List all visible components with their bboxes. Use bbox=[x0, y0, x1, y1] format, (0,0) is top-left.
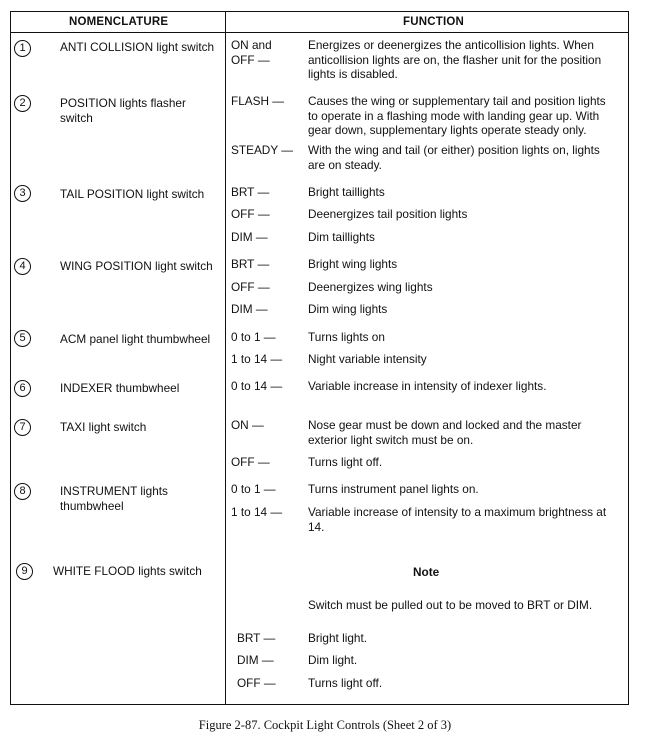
header-divider bbox=[11, 32, 628, 33]
function-value: OFF — bbox=[237, 676, 276, 690]
function-description: Energizes or deenergizes the anticollision lights. When anticollision lights are on, the flasher unit for the position lights is disabled. bbox=[308, 38, 602, 81]
function-description: Nose gear must be down and locked and the master exterior light switch must be on. bbox=[308, 418, 582, 447]
function-description: With the wing and tail (or either) position lights on, lights are on steady. bbox=[308, 143, 600, 172]
function-value: OFF — bbox=[231, 280, 270, 294]
function-value: 0 to 14 — bbox=[231, 379, 283, 393]
item-number-badge: 4 bbox=[14, 258, 31, 275]
item-number-badge: 6 bbox=[14, 380, 31, 397]
function-description: Dim wing lights bbox=[308, 302, 388, 316]
function-description: Turns light off. bbox=[308, 676, 383, 690]
item-name: POSITION lights flasher switch bbox=[60, 96, 186, 125]
item-number-badge: 3 bbox=[14, 185, 31, 202]
function-description: Turns lights on bbox=[308, 330, 385, 344]
item-name: INDEXER thumbwheel bbox=[60, 381, 180, 395]
function-description: Turns instrument panel lights on. bbox=[308, 482, 479, 496]
function-description: Variable increase of intensity to a maximum brightness at 14. bbox=[308, 505, 607, 534]
figure-caption: Figure 2-87. Cockpit Light Controls (Sheet 2 of 3) bbox=[198, 718, 452, 732]
item-name: TAXI light switch bbox=[60, 420, 147, 434]
function-value: BRT — bbox=[231, 185, 270, 199]
function-value: ON — bbox=[231, 418, 264, 432]
item-number-badge: 7 bbox=[14, 419, 31, 436]
function-description: Turns light off. bbox=[308, 455, 383, 469]
item-number-badge: 2 bbox=[14, 95, 31, 112]
function-value: DIM — bbox=[231, 230, 268, 244]
item-name: ANTI COLLISION light switch bbox=[60, 40, 215, 54]
column-divider bbox=[225, 12, 226, 704]
item-name: WING POSITION light switch bbox=[60, 259, 213, 273]
item-name: WHITE FLOOD lights switch bbox=[53, 564, 202, 578]
function-description: Night variable intensity bbox=[308, 352, 427, 366]
function-value: BRT — bbox=[237, 631, 276, 645]
function-value: 1 to 14 — bbox=[231, 352, 283, 366]
function-value: OFF — bbox=[231, 455, 270, 469]
function-value: 1 to 14 — bbox=[231, 505, 283, 519]
function-description: Deenergizes wing lights bbox=[308, 280, 433, 294]
item-number-badge: 9 bbox=[16, 563, 33, 580]
function-value: ON and OFF — bbox=[231, 38, 272, 67]
function-value: BRT — bbox=[231, 257, 270, 271]
function-description: Bright light. bbox=[308, 631, 368, 645]
item-number-badge: 5 bbox=[14, 330, 31, 347]
item-number-badge: 8 bbox=[14, 483, 31, 500]
function-description: Variable increase in intensity of indexer lights. bbox=[308, 379, 547, 393]
function-value: DIM — bbox=[237, 653, 274, 667]
function-description: Dim taillights bbox=[308, 230, 375, 244]
note-text: Switch must be pulled out to be moved to BRT or DIM. bbox=[308, 598, 593, 612]
note-title: Note bbox=[413, 565, 440, 579]
item-name: INSTRUMENT lights thumbwheel bbox=[60, 484, 168, 513]
function-description: Causes the wing or supplementary tail and position lights to operate in a flashing mode with landing gear up. With gear down, supplementary lights operate steady only. bbox=[308, 94, 606, 137]
header-function: FUNCTION bbox=[403, 16, 465, 28]
item-name: ACM panel light thumbwheel bbox=[60, 332, 211, 346]
function-description: Bright taillights bbox=[308, 185, 385, 199]
function-value: 0 to 1 — bbox=[231, 482, 276, 496]
function-value: FLASH — bbox=[231, 94, 285, 108]
function-description: Bright wing lights bbox=[308, 257, 398, 271]
function-value: STEADY — bbox=[231, 143, 294, 157]
function-value: DIM — bbox=[231, 302, 268, 316]
function-description: Deenergizes tail position lights bbox=[308, 207, 468, 221]
item-name: TAIL POSITION light switch bbox=[60, 187, 205, 201]
function-description: Dim light. bbox=[308, 653, 358, 667]
function-value: OFF — bbox=[231, 207, 270, 221]
header-nomenclature: NOMENCLATURE bbox=[69, 16, 169, 28]
item-number-badge: 1 bbox=[14, 40, 31, 57]
function-value: 0 to 1 — bbox=[231, 330, 276, 344]
